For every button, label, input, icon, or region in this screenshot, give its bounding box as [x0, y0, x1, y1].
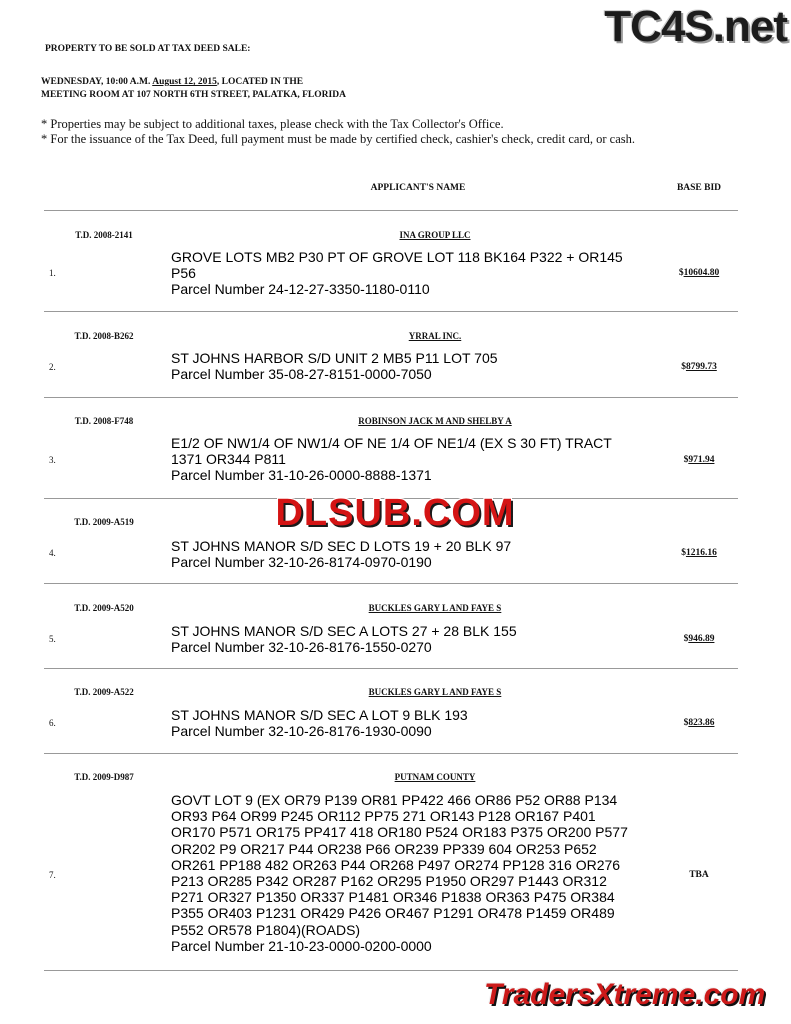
desc-line: P355 OR403 P1231 OR429 P426 OR467 P1291 OR478 P1459 OR489	[171, 905, 615, 922]
parcel-number: Parcel Number 32-10-26-8176-1550-0270	[171, 639, 432, 656]
dlsub-watermark: DLSUB.COM	[275, 492, 515, 534]
applicant-name: PUTNAM COUNTY	[394, 772, 476, 782]
divider	[44, 970, 738, 971]
bid-currency: $	[681, 548, 686, 558]
desc-line: 1371 OR344 P811	[171, 451, 286, 468]
record-number: 7.	[49, 870, 56, 880]
desc-line: GOVT LOT 9 (EX OR79 P139 OR81 PP422 466 OR86 P52 OR88 P134	[171, 792, 618, 808]
bid-amount: 1216.16	[685, 548, 717, 558]
desc-line: OR170 P571 OR175 PP417 418 OR180 P524 OR183 P375 OR200 P577	[171, 824, 628, 841]
desc-line: ST JOHNS MANOR S/D SEC A LOTS 27 + 28 BLK 155	[171, 623, 517, 639]
tax-deed-number: T.D. 2009-A519	[74, 517, 134, 527]
tax-deed-number: T.D. 2009-D987	[74, 772, 134, 782]
bid-amount: TBA	[689, 870, 709, 880]
record-number: 2.	[49, 362, 56, 372]
tradersxtreme-watermark: TradersXtreme.com	[484, 978, 766, 1011]
parcel-number: Parcel Number 24-12-27-3350-1180-0110	[171, 281, 430, 298]
property-description	[171, 707, 656, 739]
tax-deed-number: T.D. 2008-B262	[74, 331, 134, 341]
column-header-base-bid: BASE BID	[676, 183, 722, 193]
bid-currency: $	[683, 718, 689, 728]
note-payment: * For the issuance of the Tax Deed, full payment must be made by certified check, cashier's check, credit card, or cash.	[41, 132, 635, 146]
desc-line: P56	[171, 265, 196, 282]
bid-currency: $	[678, 268, 684, 278]
tax-deed-number: T.D. 2008-F748	[74, 416, 134, 426]
tc4s-watermark: TC4S.net	[604, 2, 787, 51]
desc-line: OR202 P9 OR217 P44 OR238 P66 OR239 PP339 604 OR253 P652	[171, 840, 597, 857]
applicant-name: BUCKLES GARY L AND FAYE S	[368, 603, 502, 613]
tax-deed-number: T.D. 2009-A520	[74, 603, 134, 613]
desc-line: ST JOHNS HARBOR S/D UNIT 2 MB5 P11 LOT 705	[171, 350, 498, 366]
sale-date: August 12, 2015	[152, 77, 217, 87]
parcel-number: Parcel Number 35-08-27-8151-0000-7050	[171, 366, 432, 383]
divider	[44, 668, 738, 669]
bid-currency: $	[683, 634, 689, 644]
base-bid	[664, 455, 734, 465]
base-bid	[664, 634, 734, 644]
base-bid	[664, 362, 734, 372]
desc-line: P271 OR327 P1350 OR337 P1481 OR346 P1838 OR363 P475 OR384	[171, 889, 615, 906]
note-taxes: * Properties may be subject to additional taxes, please check with the Tax Collector's Office.	[41, 117, 504, 131]
divider	[44, 311, 738, 312]
record-number: 1.	[49, 268, 56, 278]
desc-line: P213 OR285 P342 OR287 P162 OR295 P1950 OR297 P1443 OR312	[171, 873, 607, 890]
record-number: 3.	[49, 455, 56, 465]
desc-line: OR93 P64 OR99 P245 OR112 PP75 271 OR143 P128 OR167 P401	[171, 808, 596, 825]
property-description	[171, 538, 656, 570]
bid-currency: $	[681, 362, 686, 372]
notes	[41, 117, 635, 147]
property-description	[171, 435, 656, 484]
property-description	[171, 249, 656, 298]
base-bid	[664, 548, 734, 558]
tax-deed-number: T.D. 2009-A522	[74, 687, 134, 697]
record-number: 5.	[49, 634, 56, 644]
parcel-number: Parcel Number 31-10-26-0000-8888-1371	[171, 467, 432, 484]
property-description	[171, 623, 656, 655]
applicant-name: BUCKLES GARY L AND FAYE S	[368, 687, 502, 697]
bid-amount: 946.89	[688, 634, 715, 644]
base-bid	[664, 870, 734, 880]
desc-line: ST JOHNS MANOR S/D SEC A LOT 9 BLK 193	[171, 707, 468, 723]
desc-line: E1/2 OF NW1/4 OF NW1/4 OF NE 1/4 OF NE1/4 (EX S 30 FT) TRACT	[171, 435, 612, 451]
bid-amount: 10604.80	[683, 268, 720, 278]
property-description	[171, 792, 656, 954]
record-number: 4.	[49, 548, 56, 558]
bid-amount: 8799.73	[685, 362, 717, 372]
bid-amount: 971.94	[688, 455, 715, 465]
base-bid	[664, 268, 734, 278]
desc-line: GROVE LOTS MB2 P30 PT OF GROVE LOT 118 BK164 P322 + OR145	[171, 249, 623, 265]
divider	[44, 397, 738, 398]
bid-amount: 823.86	[688, 718, 715, 728]
sale-location: MEETING ROOM AT 107 NORTH 6TH STREET, PALATKA, FLORIDA	[41, 90, 346, 100]
divider	[44, 210, 738, 211]
sale-suffix: , LOCATED IN THE	[216, 77, 304, 87]
sale-info	[41, 76, 346, 102]
desc-line: OR261 PP188 482 OR263 P44 OR268 P497 OR274 PP128 316 OR276	[171, 856, 621, 873]
desc-line: P552 OR578 P1804)(ROADS)	[171, 921, 361, 938]
parcel-number: Parcel Number 32-10-26-8176-1930-0090	[171, 723, 432, 740]
desc-line: ST JOHNS MANOR S/D SEC D LOTS 19 + 20 BLK 97	[171, 538, 512, 554]
divider	[44, 753, 738, 754]
applicant-name: YRRAL INC.	[408, 331, 462, 341]
record-number: 6.	[49, 718, 56, 728]
parcel-number: Parcel Number 21-10-23-0000-0200-0000	[171, 937, 432, 954]
column-header-applicant: APPLICANT'S NAME	[370, 183, 466, 193]
property-description	[171, 350, 656, 382]
tax-deed-number: T.D. 2008-2141	[75, 230, 133, 240]
divider	[44, 583, 738, 584]
page-title: PROPERTY TO BE SOLD AT TAX DEED SALE:	[45, 44, 251, 54]
applicant-name: ROBINSON JACK M AND SHELBY A	[358, 416, 512, 426]
parcel-number: Parcel Number 32-10-26-8174-0970-0190	[171, 554, 432, 571]
base-bid	[664, 718, 734, 728]
bid-currency: $	[683, 455, 689, 465]
sale-prefix: WEDNESDAY, 10:00 A.M.	[41, 77, 151, 87]
applicant-name: INA GROUP LLC	[399, 230, 471, 240]
